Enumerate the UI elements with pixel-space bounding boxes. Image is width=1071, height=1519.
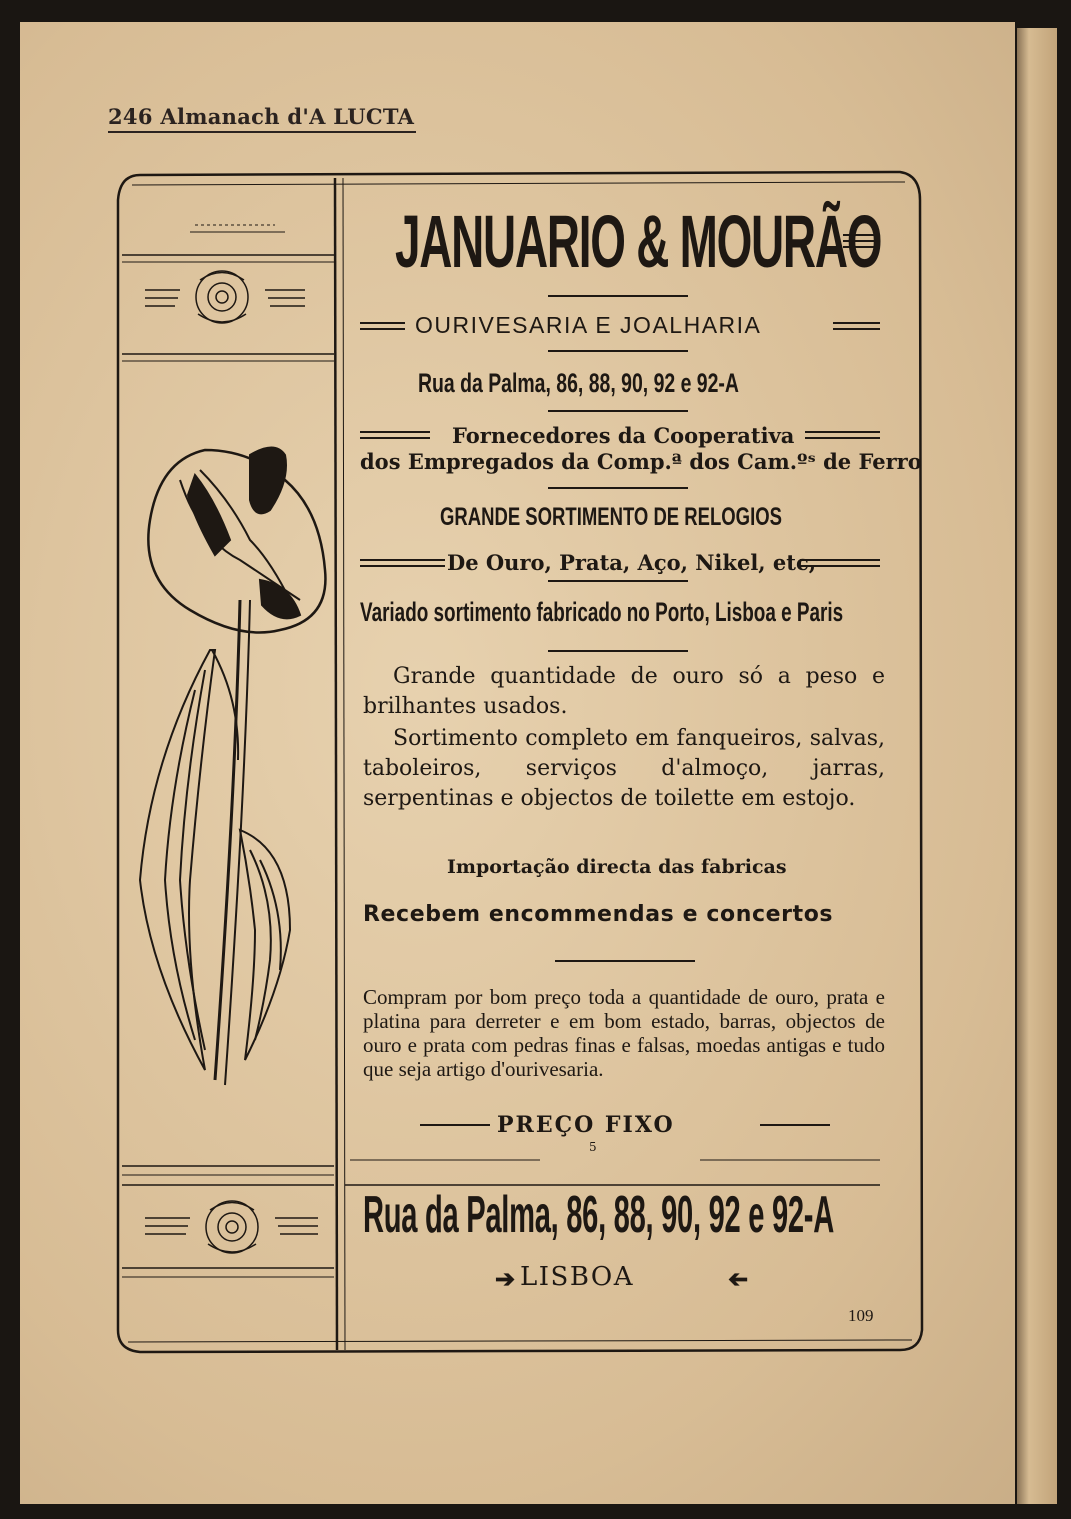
footnote-mark: 5: [589, 1140, 597, 1154]
fixed-price: PREÇO FIXO: [497, 1112, 675, 1138]
supplier-line-1: Fornecedores da Cooperativa: [452, 423, 795, 448]
arrow-right-icon: ➔: [495, 1264, 516, 1293]
paragraph-gold: Grande quantidade de ouro só a peso e brilhantes usados.: [363, 664, 885, 719]
supplier-line-2: dos Empregados da Comp.ª dos Cam.ºˢ de Ferro: [360, 449, 922, 474]
rosette-ornament-icon: [145, 271, 305, 323]
variety-line: Variado sortimento fabricado no Porto, Lisboa e Paris: [360, 597, 844, 627]
company-title: JANUARIO & MOURÃO: [395, 200, 882, 283]
city: LISBOA: [520, 1262, 635, 1292]
orders-line: Recebem encommendas e concertos: [363, 902, 834, 927]
arrow-left-icon: ➔: [728, 1264, 749, 1293]
running-head: 246 Almanach d'A LUCTA: [108, 104, 414, 129]
iris-flower-illustration: [140, 448, 325, 1086]
address-bottom: Rua da Palma, 86, 88, 90, 92 e 92-A: [363, 1186, 834, 1244]
address-top: Rua da Palma, 86, 88, 90, 92 e 92-A: [418, 368, 739, 398]
watches-title: GRANDE SORTIMENTO DE RELOGIOS: [440, 503, 782, 531]
paragraph-assortment: Sortimento completo em fanqueiros, salvas, taboleiros, serviços d'almoço, jarras, serpentinas e objectos de toilette em estojo.: [363, 726, 885, 811]
ad-number: 109: [848, 1306, 874, 1325]
import-line: Importação directa das fabricas: [447, 856, 787, 878]
tagline: OURIVESARIA E JOALHARIA: [415, 312, 762, 338]
paragraph-purchase: Compram por bom preço toda a quantidade de ouro, prata e platina para derreter e em bom estado, barras, objectos de ouro e prata com pedras finas e falsas, moedas antigas e tudo que seja artigo d'ourivesaria.: [363, 985, 885, 1081]
watches-sub: De Ouro, Prata, Aço, Nikel, etc,: [447, 550, 817, 575]
